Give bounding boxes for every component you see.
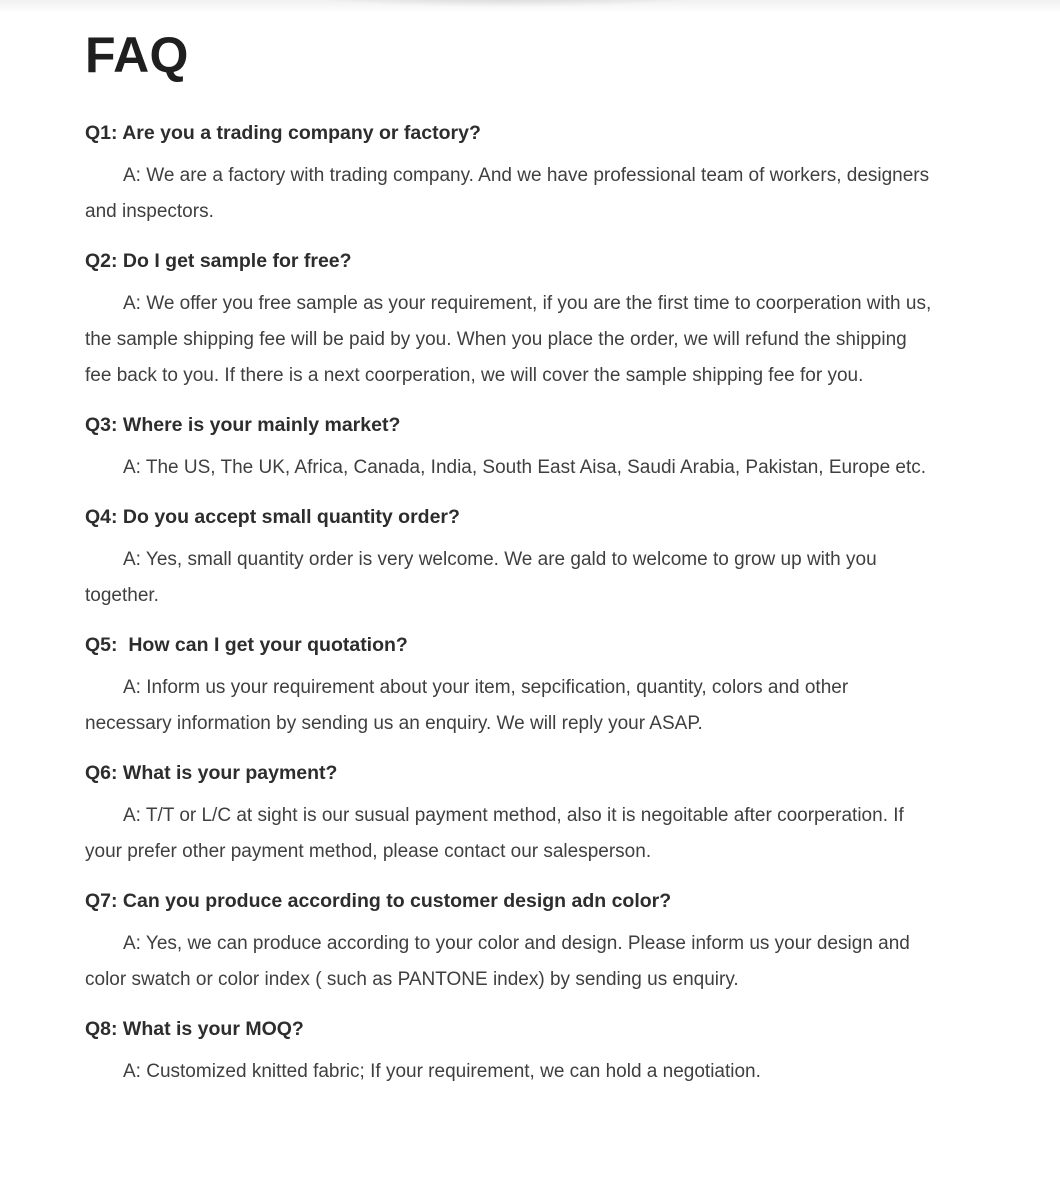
question-text: Q6: What is your payment? — [85, 762, 338, 784]
question-text: Q8: What is your MOQ? — [85, 1018, 304, 1040]
answer-text: A: Yes, small quantity order is very welcome. We are gald to welcome to grow up with you together. — [85, 549, 882, 606]
question-text: Q3: Where is your mainly market? — [85, 414, 401, 436]
faq-item — [85, 1014, 935, 1090]
answer-text: A: Yes, we can produce according to your color and design. Please inform us your design and color swatch or color index ( such as PANTONE index) by sending us enquiry. — [85, 933, 916, 990]
faq-item — [85, 886, 935, 998]
answer-text: A: T/T or L/C at sight is our susual payment method, also it is negoitable after coorperation. If your prefer other payment method, please contact our salesperson. — [85, 805, 910, 862]
answer-text: A: We offer you free sample as your requirement, if you are the first time to coorperation with us, the sample shipping fee will be paid by you. When you place the order, we will refund the shipping fee back to you. If there is a next coorperation, we will cover the sample shipping fee for you. — [85, 293, 937, 386]
answer-text: A: Customized knitted fabric; If your requirement, we can hold a negotiation. — [123, 1061, 761, 1082]
answer-text: A: The US, The UK, Africa, Canada, India, South East Aisa, Saudi Arabia, Pakistan, Europe etc. — [123, 457, 927, 478]
question-text: Q7: Can you produce according to customer design adn color? — [85, 890, 672, 912]
question-text: Q2: Do I get sample for free? — [85, 250, 352, 272]
faq-item — [85, 758, 935, 870]
faq-item — [85, 246, 935, 394]
question-text: Q4: Do you accept small quantity order? — [85, 506, 460, 528]
faq-item — [85, 410, 935, 486]
faq-item — [85, 630, 935, 742]
answer-text: A: Inform us your requirement about your item, sepcification, quantity, colors and other necessary information by sending us an enquiry. We will reply your ASAP. — [85, 677, 854, 734]
faq-item — [85, 502, 935, 614]
question-text: Q1: Are you a trading company or factory? — [85, 122, 481, 144]
page-title: FAQ — [85, 27, 189, 83]
answer-text: A: We are a factory with trading company. And we have professional team of workers, designers and inspectors. — [85, 165, 935, 222]
question-text: Q5: How can I get your quotation? — [85, 634, 408, 656]
faq-item — [85, 118, 935, 230]
